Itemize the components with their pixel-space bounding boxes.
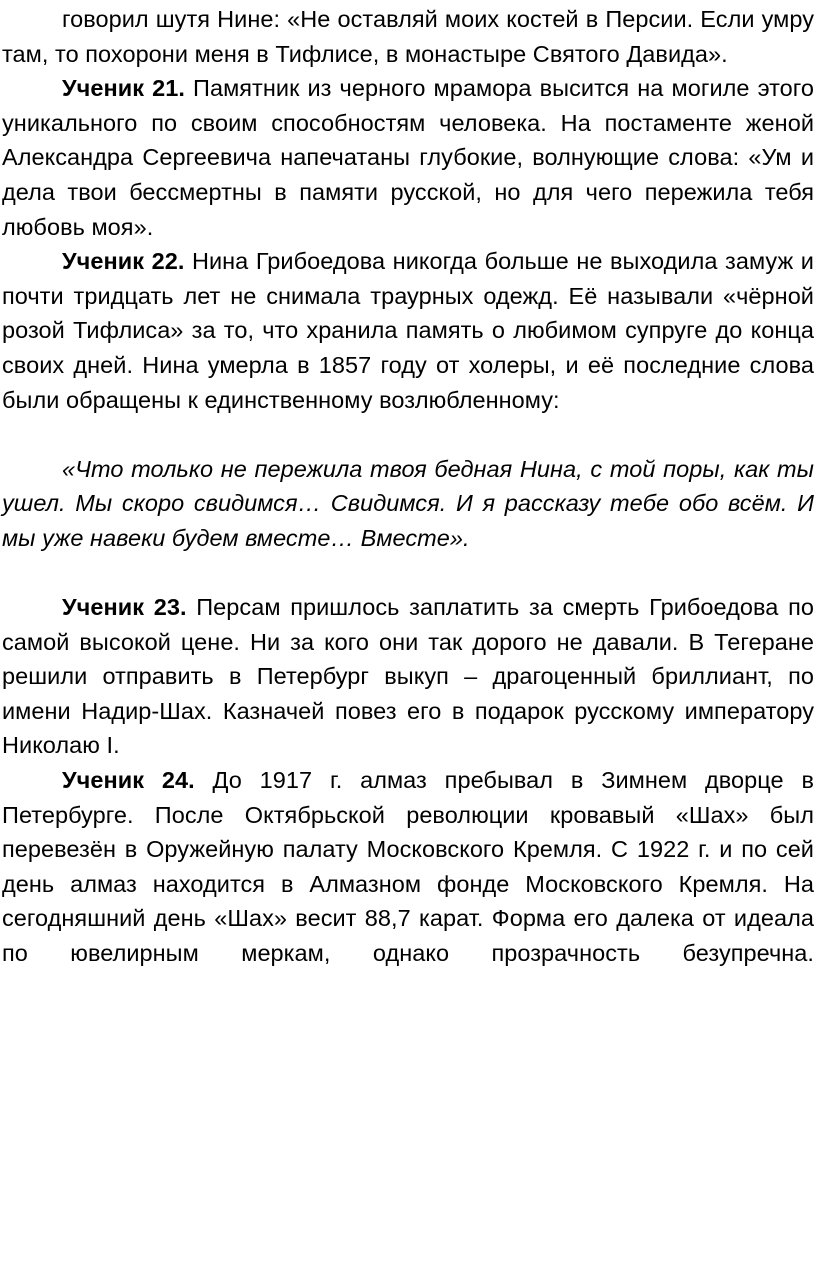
quote-paragraph bbox=[2, 452, 814, 556]
paragraph-student-24 bbox=[2, 763, 814, 971]
paragraph-text: Нина Грибоедова никогда больше не выходила замуж и почти тридцать лет не снимала траурных одежд. Её называли «чёрной розой Тифлиса» за то, что хранила память о любимом супруге до конца своих дней. Нина умерла в 1857 году от холеры, и её последние слова были обращены к единственному возлюбленному: bbox=[2, 248, 814, 413]
paragraph-student-21 bbox=[2, 71, 814, 244]
paragraph-text: говорил шутя Нине: «Не оставляй моих костей в Персии. Если умру там, то похорони меня в Тифлисе, в монастыре Святого Давида». bbox=[2, 6, 814, 67]
speaker-label: Ученик 22. bbox=[62, 248, 185, 275]
speaker-label: Ученик 23. bbox=[62, 594, 187, 621]
quote-text: «Что только не пережила твоя бедная Нина, с той поры, как ты ушел. Мы скоро свидимся… Свидимся. И я рассказу тебе обо всём. И мы уже навеки будем вместе… Вместе». bbox=[2, 455, 814, 551]
speaker-label: Ученик 24. bbox=[62, 767, 195, 794]
speaker-label: Ученик 21. bbox=[62, 75, 185, 102]
paragraph-student-22 bbox=[2, 244, 814, 417]
paragraph-text: Персам пришлось заплатить за смерть Грибоедова по самой высокой цене. Ни за кого они так дорого не давали. В Тегеране решили отправить в Петербург выкуп – драгоценный бриллиант, по имени Надир-Шах. Казначей повез его в подарок русскому императору Николаю I. bbox=[2, 594, 814, 759]
paragraph-intro bbox=[2, 2, 814, 71]
paragraph-text: До 1917 г. алмаз пребывал в Зимнем дворце в Петербурге. После Октябрьской революции кровавый «Шах» был перевезён в Оружейную палату Московского Кремля. С 1922 г. и по сей день алмаз находится в Алмазном фонде Московского Кремля. На сегодняшний день «Шах» весит 88,7 карат. Форма его далека от идеала по ювелирным меркам, однако прозрачность безупречна. bbox=[2, 767, 814, 967]
paragraph-student-23 bbox=[2, 590, 814, 763]
paragraph-text: Памятник из черного мрамора высится на могиле этого уникального по своим способностям человека. На постаменте женой Александра Сергеевича напечатаны глубокие, волнующие слова: «Ум и дела твои бессмертны в памяти русской, но для чего пережила тебя любовь моя». bbox=[2, 75, 814, 240]
